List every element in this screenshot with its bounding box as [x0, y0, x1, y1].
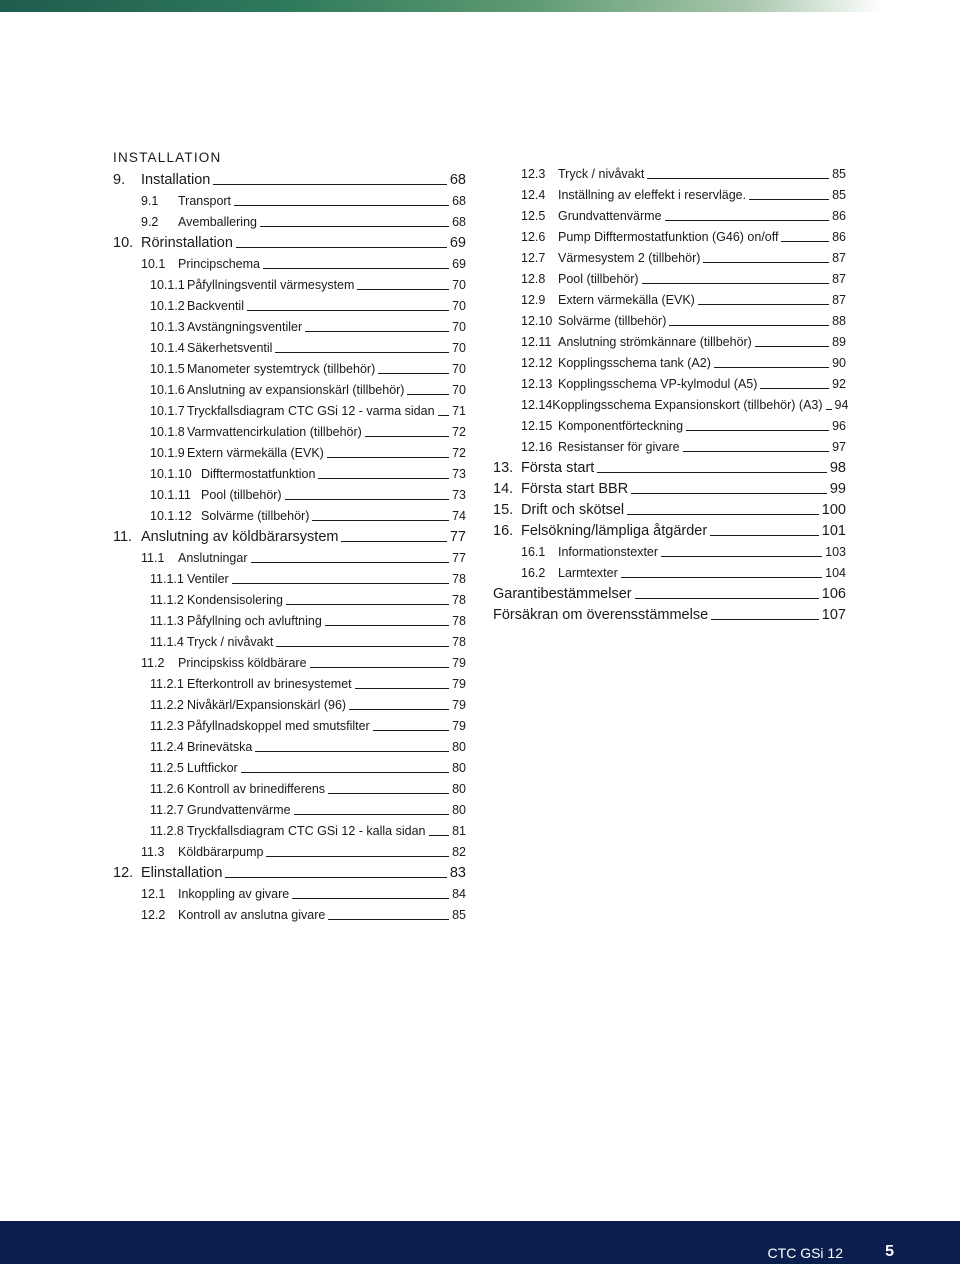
toc-entry-number: 12.: [113, 865, 134, 881]
toc-list-right: [493, 160, 849, 623]
toc-leader-line: [305, 331, 449, 332]
toc-entry-page: 78: [452, 593, 466, 607]
toc-entry[interactable]: [493, 265, 846, 286]
toc-entry-page: 80: [452, 803, 466, 817]
toc-entry-title: Grundvattenvärme: [187, 803, 291, 817]
toc-entry-page: 107: [821, 607, 846, 623]
toc-entry[interactable]: [493, 496, 846, 517]
toc-entry[interactable]: [113, 523, 466, 544]
toc-entry-number: 10.1.11: [150, 488, 191, 502]
toc-leader-line: [247, 310, 449, 311]
toc-entry-page: 85: [832, 167, 846, 181]
toc-entry-number: 10.1.12: [150, 509, 192, 523]
toc-entry-title: Kondensisolering: [187, 593, 283, 607]
toc-entry-page: 101: [821, 523, 846, 539]
toc-entry-title: Varmvattencirkulation (tillbehör): [187, 425, 362, 439]
toc-entry-title: Felsökning/lämpliga åtgärder: [521, 523, 708, 539]
toc-leader-line: [635, 598, 819, 599]
toc-entry[interactable]: [113, 460, 466, 481]
toc-entry[interactable]: [113, 628, 466, 649]
toc-leader-line: [266, 856, 449, 857]
toc-entry-title: Larmtexter: [558, 566, 618, 580]
toc-leader-line: [760, 388, 829, 389]
toc-entry-title: Påfyllnadskoppel med smutsfilter: [187, 719, 370, 733]
toc-entry-title: Värmesystem 2 (tillbehör): [558, 251, 701, 265]
toc-entry-number: 10.1: [141, 257, 166, 271]
toc-leader-line: [749, 199, 829, 200]
toc-entry-number: 10.1.8: [150, 425, 185, 439]
toc-entry-number: 12.7: [521, 251, 546, 265]
toc-entry-title: Inkoppling av givare: [178, 887, 290, 901]
toc-entry-page: 80: [452, 740, 466, 754]
toc-entry-number: 11.3: [141, 845, 165, 859]
toc-entry-page: 70: [452, 341, 466, 355]
toc-leader-line: [349, 709, 449, 710]
toc-entry-page: 86: [832, 230, 846, 244]
toc-entry-page: 82: [452, 845, 466, 859]
toc-entry-number: 11.2.4: [150, 740, 184, 754]
toc-leader-line: [241, 772, 449, 773]
toc-entry-title: Elinstallation: [141, 865, 223, 881]
toc-entry[interactable]: [493, 412, 846, 433]
toc-leader-line: [826, 409, 832, 410]
toc-entry-number: 16.: [493, 523, 514, 539]
toc-entry-title: Backventil: [187, 299, 244, 313]
toc-entry[interactable]: [493, 328, 846, 349]
toc-entry-title: Ventiler: [187, 572, 229, 586]
toc-entry-title: Inställning av eleffekt i reservläge.: [558, 188, 747, 202]
toc-entry-number: 14.: [493, 481, 514, 497]
toc-entry[interactable]: [493, 307, 846, 328]
toc-entry-number: 12.13: [521, 377, 553, 391]
toc-entry-number: 11.2.3: [150, 719, 184, 733]
toc-entry-title: Extern värmekälla (EVK): [187, 446, 324, 460]
toc-entry[interactable]: [493, 475, 846, 496]
toc-entry-title: Nivåkärl/Expansionskärl (96): [187, 698, 347, 712]
toc-leader-line: [710, 535, 819, 536]
toc-entry-number: 16.1: [521, 545, 546, 559]
toc-entry-page: 80: [452, 761, 466, 775]
toc-entry[interactable]: [113, 397, 466, 418]
toc-entry[interactable]: [113, 334, 466, 355]
toc-entry-number: 10.: [113, 235, 134, 251]
toc-left-column: [113, 150, 466, 922]
toc-entry-title: Säkerhetsventil: [187, 341, 273, 355]
toc-entry[interactable]: [493, 202, 846, 223]
toc-entry[interactable]: [113, 208, 466, 229]
toc-entry[interactable]: [113, 670, 466, 691]
toc-entry-number: 10.1.7: [150, 404, 185, 418]
toc-entry-page: 69: [452, 257, 466, 271]
toc-entry-page: 89: [832, 335, 846, 349]
toc-entry-number: 12.5: [521, 209, 546, 223]
toc-leader-line: [310, 667, 450, 668]
toc-entry-number: 12.16: [521, 440, 553, 454]
toc-leader-line: [285, 499, 450, 500]
toc-entry-title: Grundvattenvärme: [558, 209, 662, 223]
toc-entry-title: Pool (tillbehör): [558, 272, 639, 286]
toc-entry-title: Första start: [521, 460, 595, 476]
toc-entry[interactable]: [113, 733, 466, 754]
toc-leader-line: [234, 205, 449, 206]
toc-entry-title: Pump Difftermostatfunktion (G46) on/off: [558, 230, 779, 244]
toc-leader-line: [236, 247, 447, 248]
toc-leader-line: [213, 184, 447, 185]
toc-leader-line: [407, 394, 449, 395]
toc-entry-title: Installation: [141, 172, 211, 188]
toc-entry-page: 106: [821, 586, 846, 602]
toc-entry-number: 16.2: [521, 566, 546, 580]
toc-leader-line: [328, 919, 449, 920]
toc-entry-page: 68: [449, 172, 466, 188]
toc-entry-number: 10.1.3: [150, 320, 185, 334]
toc-entry[interactable]: [113, 901, 466, 922]
toc-entry-title: Luftfickor: [187, 761, 238, 775]
toc-entry-page: 79: [452, 677, 466, 691]
toc-entry-number: 11.2.7: [150, 803, 184, 817]
toc-entry[interactable]: [493, 181, 846, 202]
toc-leader-line: [781, 241, 829, 242]
toc-entry-page: 73: [452, 488, 466, 502]
toc-entry-title: Manometer systemtryck (tillbehör): [187, 362, 376, 376]
toc-entry-page: 68: [452, 215, 466, 229]
toc-entry-page: 83: [449, 865, 466, 881]
toc-entry-page: 70: [452, 320, 466, 334]
toc-leader-line: [312, 520, 449, 521]
toc-leader-line: [627, 514, 819, 515]
toc-entry-title: Kopplingsschema VP-kylmodul (A5): [558, 377, 758, 391]
toc-entry-number: 11.: [113, 529, 133, 545]
toc-entry-number: 12.6: [521, 230, 546, 244]
toc-entry-number: 13.: [493, 460, 514, 476]
toc-entry-title: Avemballering: [178, 215, 257, 229]
toc-entry-title: Tryckfallsdiagram CTC GSi 12 - kalla sidan: [187, 824, 426, 838]
toc-entry-title: Efterkontroll av brinesystemet: [187, 677, 352, 691]
toc-entry-title: Anslutningar: [178, 551, 248, 565]
toc-entry-page: 103: [825, 545, 846, 559]
toc-entry-page: 72: [452, 446, 466, 460]
toc-entry-page: 87: [832, 272, 846, 286]
toc-leader-line: [755, 346, 829, 347]
toc-entry[interactable]: [493, 433, 846, 454]
toc-entry-number: 11.1: [141, 551, 165, 565]
toc-entry-page: 81: [452, 824, 466, 838]
toc-entry-title: Anslutning av expansionskärl (tillbehör): [187, 383, 405, 397]
toc-leader-line: [286, 604, 449, 605]
toc-leader-line: [328, 793, 449, 794]
toc-entry-number: 10.1.4: [150, 341, 185, 355]
toc-leader-line: [378, 373, 449, 374]
toc-entry[interactable]: [493, 370, 846, 391]
toc-entry-number: 9.1: [141, 194, 159, 208]
toc-entry-number: 9.: [113, 172, 126, 188]
toc-leader-line: [365, 436, 449, 437]
toc-entry[interactable]: [113, 250, 466, 271]
toc-leader-line: [711, 619, 819, 620]
toc-entry-number: 12.12: [521, 356, 553, 370]
toc-leader-line: [373, 730, 449, 731]
toc-leader-line: [255, 751, 449, 752]
toc-leader-line: [263, 268, 449, 269]
toc-entry[interactable]: [113, 607, 466, 628]
toc-entry[interactable]: [113, 691, 466, 712]
toc-entry-page: 79: [452, 656, 466, 670]
toc-entry[interactable]: [113, 838, 466, 859]
toc-entry-number: 12.14: [521, 398, 553, 412]
footer-page-number: 5: [885, 1243, 894, 1260]
toc-entry[interactable]: [493, 580, 846, 601]
toc-entry-page: 88: [832, 314, 846, 328]
toc-entry-title: Solvärme (tillbehör): [201, 509, 310, 523]
toc-entry[interactable]: [493, 517, 846, 538]
toc-entry-title: Transport: [178, 194, 232, 208]
toc-entry-number: 10.1.6: [150, 383, 185, 397]
toc-leader-line: [232, 583, 449, 584]
toc-entry-number: 11.1.4: [150, 635, 184, 649]
toc-entry-page: 79: [452, 698, 466, 712]
footer-bar: [0, 1221, 960, 1264]
toc-leader-line: [621, 577, 822, 578]
toc-entry-title: Kopplingsschema tank (A2): [558, 356, 711, 370]
toc-entry[interactable]: [113, 502, 466, 523]
toc-entry-page: 92: [832, 377, 846, 391]
toc-entry[interactable]: [113, 187, 466, 208]
section-heading: INSTALLATION: [113, 150, 222, 165]
toc-entry-number: 11.1.1: [150, 572, 184, 586]
toc-leader-line: [355, 688, 449, 689]
toc-entry-page: 70: [452, 299, 466, 313]
toc-entry-page: 86: [832, 209, 846, 223]
toc-entry-page: 84: [452, 887, 466, 901]
toc-entry-page: 100: [821, 502, 846, 518]
toc-entry-number: 11.2.8: [150, 824, 184, 838]
toc-entry-page: 90: [832, 356, 846, 370]
toc-entry-number: 11.2: [141, 656, 165, 670]
toc-leader-line: [292, 898, 449, 899]
toc-entry-title: Komponentförteckning: [558, 419, 684, 433]
toc-entry[interactable]: [113, 796, 466, 817]
toc-entry-number: 12.4: [521, 188, 546, 202]
toc-leader-line: [661, 556, 822, 557]
toc-entry-title: Försäkran om överensstämmelse: [493, 607, 709, 623]
toc-entry-number: 11.2.6: [150, 782, 184, 796]
toc-leader-line: [665, 220, 830, 221]
toc-entry-title: Första start BBR: [521, 481, 629, 497]
toc-entry-page: 72: [452, 425, 466, 439]
toc-entry-title: Köldbärarpump: [178, 845, 264, 859]
toc-entry-number: 10.1.10: [150, 467, 192, 481]
toc-entry-page: 68: [452, 194, 466, 208]
toc-entry-number: 12.2: [141, 908, 166, 922]
toc-entry-number: 10.1.1: [150, 278, 185, 292]
toc-entry-page: 78: [452, 572, 466, 586]
toc-entry[interactable]: [493, 160, 846, 181]
toc-entry-page: 98: [829, 460, 846, 476]
toc-entry-page: 97: [832, 440, 846, 454]
toc-entry[interactable]: [113, 754, 466, 775]
toc-entry-page: 78: [452, 635, 466, 649]
toc-entry[interactable]: [113, 166, 466, 187]
toc-entry-title: Avstängningsventiler: [187, 320, 303, 334]
toc-list-left: [113, 166, 466, 922]
toc-entry[interactable]: [113, 439, 466, 460]
toc-entry-title: Drift och skötsel: [521, 502, 625, 518]
toc-entry-page: 73: [452, 467, 466, 481]
toc-leader-line: [325, 625, 449, 626]
toc-leader-line: [357, 289, 449, 290]
toc-entry-number: 12.15: [521, 419, 553, 433]
toc-entry[interactable]: [493, 286, 846, 307]
toc-entry[interactable]: [493, 538, 846, 559]
toc-entry-title: Anslutning av köldbärarsystem: [141, 529, 339, 545]
toc-entry-number: 12.9: [521, 293, 546, 307]
toc-entry-title: Principskiss köldbärare: [178, 656, 307, 670]
toc-entry-page: 77: [449, 529, 466, 545]
toc-entry-title: Solvärme (tillbehör): [558, 314, 667, 328]
toc-leader-line: [429, 835, 450, 836]
toc-leader-line: [327, 457, 449, 458]
toc-entry-number: 10.1.5: [150, 362, 185, 376]
toc-right-column: [493, 160, 849, 623]
toc-entry[interactable]: [493, 454, 846, 475]
toc-leader-line: [225, 877, 446, 878]
toc-leader-line: [647, 178, 829, 179]
toc-entry-page: 79: [452, 719, 466, 733]
toc-entry-title: Tryckfallsdiagram CTC GSi 12 - varma sidan: [187, 404, 435, 418]
toc-leader-line: [438, 415, 450, 416]
toc-entry-title: Extern värmekälla (EVK): [558, 293, 695, 307]
toc-leader-line: [294, 814, 450, 815]
toc-entry-page: 78: [452, 614, 466, 628]
toc-entry-title: Difftermostatfunktion: [201, 467, 316, 481]
toc-entry-number: 9.2: [141, 215, 159, 229]
toc-entry-title: Anslutning strömkännare (tillbehör): [558, 335, 752, 349]
toc-entry[interactable]: [113, 292, 466, 313]
toc-entry-title: Garantibestämmelser: [493, 586, 632, 602]
toc-entry-title: Pool (tillbehör): [201, 488, 282, 502]
toc-entry[interactable]: [113, 271, 466, 292]
toc-entry[interactable]: [113, 775, 466, 796]
toc-entry[interactable]: [113, 355, 466, 376]
toc-entry-title: Påfyllning och avluftning: [187, 614, 322, 628]
toc-entry-number: 12.1: [141, 887, 166, 901]
toc-entry[interactable]: [493, 601, 846, 622]
toc-entry-number: 10.1.9: [150, 446, 185, 460]
toc-entry[interactable]: [113, 712, 466, 733]
toc-entry[interactable]: [493, 223, 846, 244]
toc-entry[interactable]: [113, 229, 466, 250]
toc-entry-number: 11.2.2: [150, 698, 184, 712]
toc-entry-title: Tryck / nivåvakt: [187, 635, 274, 649]
toc-entry[interactable]: [113, 859, 466, 880]
toc-entry-page: 104: [825, 566, 846, 580]
toc-entry-page: 85: [452, 908, 466, 922]
toc-entry-number: 12.3: [521, 167, 546, 181]
toc-leader-line: [703, 262, 829, 263]
toc-entry-page: 94: [834, 398, 849, 412]
toc-leader-line: [686, 430, 829, 431]
toc-entry-number: 11.2.1: [150, 677, 184, 691]
toc-entry-page: 99: [829, 481, 846, 497]
toc-entry-title: Principschema: [178, 257, 260, 271]
toc-entry[interactable]: [113, 817, 466, 838]
footer-product-name: CTC GSi 12: [767, 1245, 843, 1261]
toc-leader-line: [597, 472, 827, 473]
toc-entry-number: 10.1.2: [150, 299, 185, 313]
toc-leader-line: [683, 451, 830, 452]
toc-leader-line: [714, 367, 829, 368]
toc-entry[interactable]: [113, 649, 466, 670]
toc-entry-page: 77: [452, 551, 466, 565]
toc-entry[interactable]: [493, 349, 846, 370]
toc-entry[interactable]: [113, 418, 466, 439]
toc-entry-page: 70: [452, 383, 466, 397]
toc-entry[interactable]: [113, 565, 466, 586]
toc-entry-page: 70: [452, 362, 466, 376]
toc-entry[interactable]: [113, 586, 466, 607]
toc-entry-page: 85: [832, 188, 846, 202]
toc-entry-title: Tryck / nivåvakt: [558, 167, 645, 181]
toc-entry-number: 11.1.2: [150, 593, 184, 607]
toc-entry-number: 12.8: [521, 272, 546, 286]
toc-leader-line: [698, 304, 829, 305]
toc-entry-page: 71: [452, 404, 466, 418]
toc-entry-title: Informationstexter: [558, 545, 659, 559]
toc-leader-line: [276, 646, 449, 647]
toc-entry[interactable]: [493, 391, 849, 412]
toc-entry-title: Kontroll av anslutna givare: [178, 908, 326, 922]
toc-entry-number: 15.: [493, 502, 514, 518]
toc-leader-line: [642, 283, 830, 284]
toc-entry-page: 96: [832, 419, 846, 433]
toc-entry[interactable]: [493, 244, 846, 265]
toc-entry-title: Kopplingsschema Expansionskort (tillbehör) (A3): [552, 398, 823, 412]
toc-entry[interactable]: [113, 376, 466, 397]
toc-entry[interactable]: [113, 880, 466, 901]
toc-entry-page: 87: [832, 251, 846, 265]
toc-entry-title: Brinevätska: [187, 740, 253, 754]
toc-leader-line: [275, 352, 449, 353]
toc-entry-page: 69: [449, 235, 466, 251]
toc-entry-number: 11.2.5: [150, 761, 184, 775]
toc-leader-line: [318, 478, 449, 479]
toc-leader-line: [631, 493, 827, 494]
toc-entry-title: Rörinstallation: [141, 235, 233, 251]
toc-entry-title: Resistanser för givare: [558, 440, 680, 454]
toc-entry-number: 12.10: [521, 314, 553, 328]
toc-leader-line: [260, 226, 449, 227]
toc-entry-page: 70: [452, 278, 466, 292]
toc-entry[interactable]: [113, 481, 466, 502]
toc-entry-page: 80: [452, 782, 466, 796]
toc-entry[interactable]: [113, 544, 466, 565]
toc-entry-number: 12.11: [521, 335, 552, 349]
toc-entry-number: 11.1.3: [150, 614, 184, 628]
toc-entry-title: Påfyllningsventil värmesystem: [187, 278, 355, 292]
toc-leader-line: [341, 541, 446, 542]
toc-entry[interactable]: [113, 313, 466, 334]
toc-leader-line: [251, 562, 450, 563]
toc-entry-title: Kontroll av brinedifferens: [187, 782, 326, 796]
header-gradient-bar: [0, 0, 960, 12]
toc-entry-page: 87: [832, 293, 846, 307]
toc-entry-page: 74: [452, 509, 466, 523]
toc-entry[interactable]: [493, 559, 846, 580]
toc-leader-line: [669, 325, 829, 326]
